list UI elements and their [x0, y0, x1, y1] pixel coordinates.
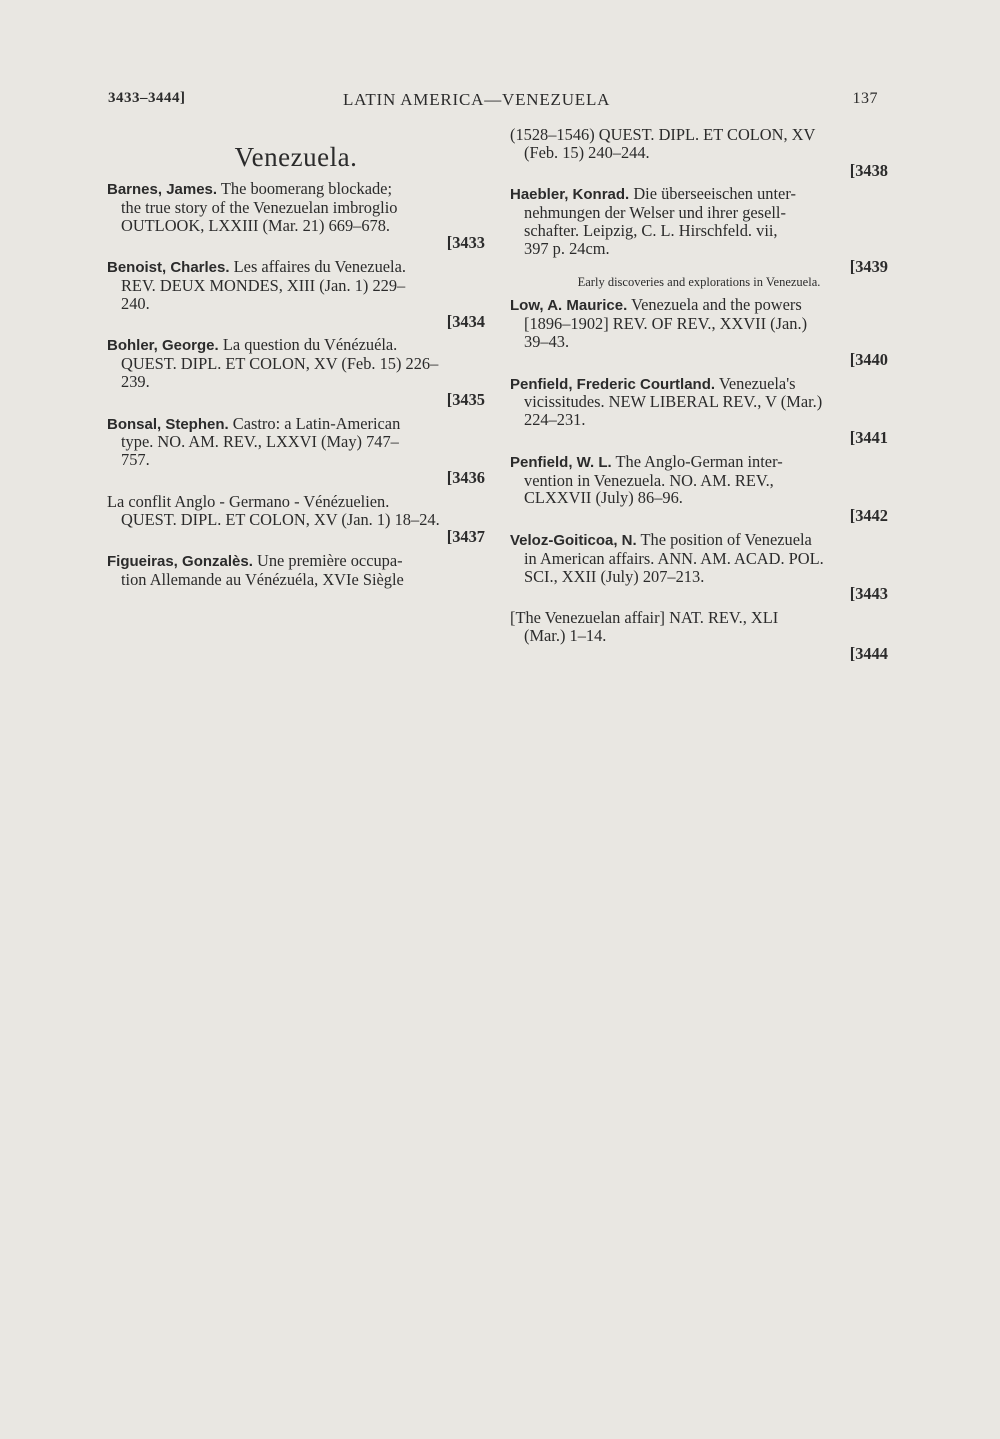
entry-line	[510, 453, 888, 472]
section-title: Venezuela.	[234, 142, 358, 172]
entry-text: tion Allemande au Vénézuéla, XVIe Siègle	[121, 569, 404, 589]
entry-text: 397 p. 24cm.	[524, 238, 610, 258]
entry-line	[510, 204, 888, 222]
bibliography-entry	[510, 531, 888, 603]
entry-text: 239.	[121, 371, 150, 391]
entry-line	[107, 295, 485, 313]
entry-text: nehmungen der Welser und ihrer gesell-	[524, 203, 786, 223]
entry-text: vention in Venezuela. NO. AM. REV.,	[524, 470, 774, 490]
entry-range: 3433–3444]	[108, 90, 186, 106]
entry-author: Bohler, George.	[107, 337, 219, 355]
bibliography-entry	[107, 258, 485, 330]
bibliography-entry	[510, 185, 888, 290]
entry-text: 240.	[121, 293, 150, 313]
entry-text: REV. DEUX MONDES, XIII (Jan. 1) 229–	[121, 275, 406, 295]
running-title: LATIN AMERICA—VENEZUELA	[343, 90, 611, 109]
entry-text: La question du Vénézuéla.	[222, 335, 398, 355]
entry-number: [3433	[446, 233, 485, 253]
entry-author: Penfield, Frederic Courtland.	[510, 375, 716, 393]
entry-number-line	[107, 469, 485, 487]
entry-text: Die überseeischen unter-	[633, 184, 796, 204]
entry-text: vicissitudes. NEW LIBERAL REV., V (Mar.)	[524, 392, 823, 412]
entry-number: [3439	[849, 256, 888, 276]
entry-line	[107, 336, 485, 355]
bibliography-entry	[510, 126, 888, 179]
right-column	[510, 126, 888, 669]
entry-text: The position of Venezuela	[640, 529, 812, 549]
entry-line	[510, 144, 888, 162]
bibliography-entry	[510, 453, 888, 525]
entry-line	[107, 493, 485, 511]
entry-text: (Feb. 15) 240–244.	[524, 142, 650, 162]
entry-author: Veloz-Goiticoa, N.	[510, 531, 637, 549]
entry-number-line	[510, 351, 888, 369]
entry-text: QUEST. DIPL. ET COLON, XV (Feb. 15) 226–	[121, 354, 439, 374]
entry-line	[510, 315, 888, 333]
entry-line	[510, 185, 888, 204]
entry-line	[510, 568, 888, 586]
entry-text: (Mar.) 1–14.	[524, 625, 607, 645]
bibliography-entry	[107, 180, 485, 252]
entry-number-line	[510, 507, 888, 525]
entry-number: [3435	[446, 389, 485, 409]
entry-author: Penfield, W. L.	[510, 453, 612, 471]
entry-author: Bonsal, Stephen.	[107, 415, 229, 433]
entry-author: Barnes, James.	[107, 181, 218, 198]
entry-line	[107, 451, 485, 469]
entry-line	[510, 550, 888, 568]
entry-text: Les affaires du Venezuela.	[233, 257, 406, 277]
entry-number: [3443	[849, 584, 888, 604]
entry-line	[107, 217, 485, 235]
entry-text: La conflit Anglo - Germano - Vénézuelien.	[107, 491, 390, 511]
entry-line	[107, 433, 485, 451]
entry-text: 39–43.	[524, 331, 570, 351]
entry-number: [3440	[849, 349, 888, 369]
entry-number-line	[107, 234, 485, 252]
running-header	[108, 90, 878, 114]
page-number: 137	[852, 90, 878, 107]
entry-line	[107, 355, 485, 373]
entry-text: 224–231.	[524, 410, 586, 430]
entry-text: Venezuela and the powers	[631, 295, 802, 315]
entry-number: [3434	[446, 311, 485, 331]
entry-line	[510, 489, 888, 507]
entry-number: [3444	[849, 643, 888, 663]
entry-author: Figueiras, Gonzalès.	[107, 553, 253, 571]
entry-number: [3438	[849, 160, 888, 180]
entry-number-line	[510, 258, 888, 276]
bibliography-entry	[107, 493, 485, 546]
entry-line	[510, 627, 888, 645]
entry-text: OUTLOOK, LXXIII (Mar. 21) 669–678.	[121, 215, 391, 235]
entry-number: [3441	[849, 427, 888, 447]
entry-number: [3436	[446, 467, 485, 487]
entry-line	[510, 609, 888, 627]
entry-author: Haebler, Konrad.	[510, 186, 630, 204]
entry-number-line	[510, 585, 888, 603]
entry-line	[510, 411, 888, 429]
entry-line	[107, 258, 485, 277]
entry-text: QUEST. DIPL. ET COLON, XV (Jan. 1) 18–24.	[121, 509, 440, 529]
entry-number: [3437	[446, 527, 485, 547]
entry-line	[510, 222, 888, 240]
entry-text: in American affairs. ANN. AM. ACAD. POL.	[524, 548, 824, 568]
entry-number-line	[107, 313, 485, 331]
entry-line	[510, 240, 888, 258]
entry-line	[510, 333, 888, 351]
entry-text: type. NO. AM. REV., LXXVI (May) 747–	[121, 432, 399, 452]
entry-text: [1896–1902] REV. OF REV., XXVII (Jan.)	[524, 314, 808, 334]
entry-text: The boomerang blockade;	[220, 179, 393, 198]
entry-author: Benoist, Charles.	[107, 259, 230, 277]
entry-text: Venezuela's	[718, 373, 796, 393]
entry-line	[510, 472, 888, 490]
entry-line	[107, 373, 485, 391]
entry-line	[510, 296, 888, 315]
entry-text: 757.	[121, 450, 150, 470]
entry-text: Castro: a Latin-American	[232, 413, 401, 433]
entry-line	[107, 552, 485, 571]
entry-line	[107, 571, 485, 589]
entry-text: SCI., XXII (July) 207–213.	[524, 566, 705, 586]
bibliography-entry	[107, 336, 485, 408]
entry-text: Une première occupa-	[257, 551, 403, 571]
entry-text: schafter. Leipzig, C. L. Hirschfeld. vii,	[524, 220, 778, 240]
bibliography-entry	[510, 375, 888, 447]
entry-line	[107, 511, 485, 529]
bibliography-entry	[510, 296, 888, 368]
bibliography-entry	[510, 609, 888, 662]
entry-text: the true story of the Venezuelan imbroglio	[121, 197, 398, 217]
entry-line	[107, 180, 485, 199]
entry-line	[510, 393, 888, 411]
entry-text: CLXXVII (July) 86–96.	[524, 488, 683, 508]
entry-line	[510, 531, 888, 550]
entry-line	[107, 415, 485, 434]
entry-line	[510, 126, 888, 144]
left-entry-list	[107, 180, 485, 589]
right-entry-list	[510, 126, 888, 663]
entry-number: [3442	[849, 506, 888, 526]
entry-number-line	[510, 162, 888, 180]
entry-text: (1528–1546) QUEST. DIPL. ET COLON, XV	[510, 125, 816, 144]
entry-line	[510, 375, 888, 394]
bibliography-entry	[107, 552, 485, 589]
bibliography-entry	[107, 415, 485, 487]
entry-author: Low, A. Maurice.	[510, 297, 628, 315]
entry-line	[107, 199, 485, 217]
entry-line	[107, 277, 485, 295]
entry-text: The Anglo-German inter-	[615, 451, 783, 471]
entry-number-line	[510, 429, 888, 447]
entry-number-line	[107, 528, 485, 546]
entry-number-line	[510, 645, 888, 663]
entry-number-line	[107, 391, 485, 409]
left-column	[107, 140, 485, 595]
entry-text: [The Venezuelan affair] NAT. REV., XLI	[510, 608, 779, 628]
entry-note: Early discoveries and explorations in Venezuela.	[577, 275, 821, 290]
